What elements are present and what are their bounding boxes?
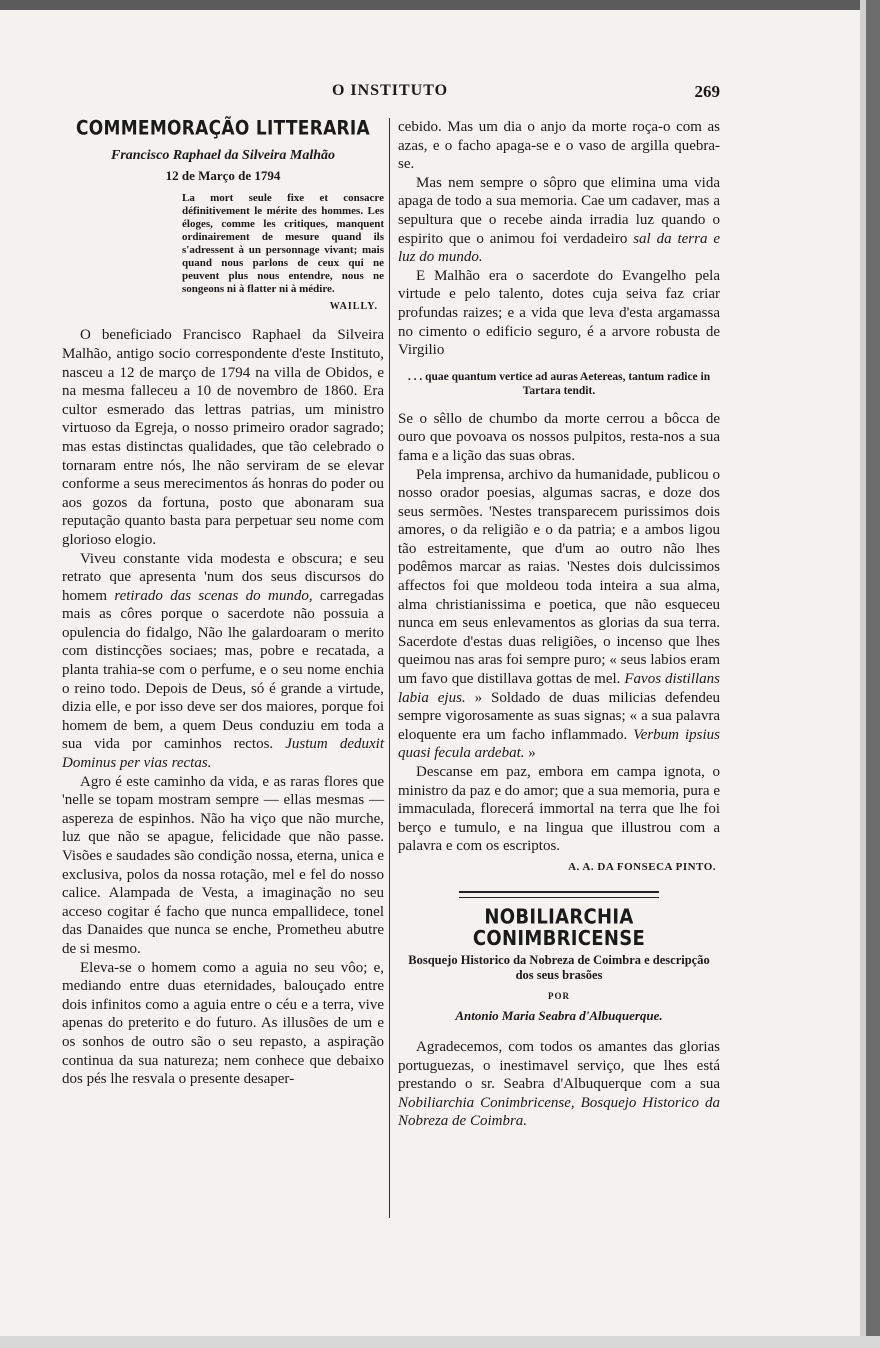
text-run: Viveu constante vida modesta e obscura; e seu retrato que apresenta 'num dos seus discursos do homem xyxy=(62,550,384,604)
by-line-label: POR xyxy=(548,990,570,1001)
dedication-name: Francisco Raphael da Silveira Malhão xyxy=(110,147,336,163)
section-author: Antonio Maria Seabra d'Albuquerque. xyxy=(455,1008,663,1024)
paragraph: E Malhão era o sacerdote do Evangelho pela virtude e pelo talento, dotes cuja seiva faz criar profundas raizes; e a vida que leva d'esta argamassa no cimento o edificio seguro, é a arvore robusta de Virgilio xyxy=(398,267,720,359)
paragraph: Agro é este caminho da vida, e as raras flores que 'nelle se topam mostram sempre — ellas mesmas — aspereza de espinhos. Não ha viço que não murche, luz que não se apague, felicidade que não passe. Visões e saudades são condição nossa, eterna, unica e exclusiva, polos da nossa rotação, mel e fel do nosso calice. Alampada de Vesta, a imaginação no seu acceso cogitar é facho que nunca empallidece, tonel das Danaides que nunca se enche, Prometheu abutre de si mesmo. xyxy=(62,773,384,957)
left-column xyxy=(62,118,384,1089)
italic-run: retirado das scenas do mundo, xyxy=(114,587,313,604)
paragraph: Descanse em paz, embora em campa ignota, o ministro da paz e do amor; que a sua memoria, pura e immaculada, florecerá immortal na terra que lhe foi berço e tumulo, e na lingua que illustrou com a palavra e com os escriptos. xyxy=(398,764,720,855)
paragraph: Se o sêllo de chumbo da morte cerrou a bôcca de ouro que povoava os nossos pulpitos, resta-nos a sua fama e a lição das suas obras. xyxy=(398,410,720,464)
paragraph: O beneficiado Francisco Raphael da Silveira Malhão, antigo socio correspondente d'este Instituto, nasceu a 12 de março de 1794 na villa de Obidos, e na mesma falleceu a 10 de novembro de 1860. Era cultor esmerado das lettras patrias, um ministro virtuoso da Egreja, o nosso primeiro orador sagrado; mas estas distinctas qualidades, que tão celebrado o tornaram entre nós, lhe não serviram de se elevar conforme a seus merecimentos ás honras do poder ou aos gozos da fortuna, posto que abonaram sua reputação quanto basta para perpetuar seu nome com glorioso elogio. xyxy=(62,327,384,548)
page-header xyxy=(60,82,720,104)
article-title: COMMEMORAÇÃO LITTERARIA xyxy=(75,117,371,141)
paragraph: Eleva-se o homem como a aguia no seu vôo; e, mediando entre duas eternidades, balouçado entre dois infinitos como a aguia entre o céu e a terra, vive apenas do preterito e do futuro. As illusões de um e os sonhos de outro são o seu repasto, a aspiração continua da sua natureza; nem conhece que debaixo dos pés lhe resvala o presente desaper- xyxy=(62,959,384,1088)
epigraph: La mort seule fixe et consacre définitivement le mérite des hommes. Les éloges, comme les critiques, manquent ordinairement de mesure quand ils s'adressent à un personnage vivant; mais quand nous parlons de ceux qui ne peuvent plus nous entendre, nous ne songeons ni à flatter ni à médire. xyxy=(182,191,384,295)
paragraph: cebido. Mas um dia o anjo da morte roça-o com as azas, e o facho apaga-se e o vaso de argilla quebra-se. xyxy=(398,119,720,173)
epigraph-author: WAILLY. xyxy=(329,300,378,312)
scan-edge-bottom xyxy=(0,1336,880,1348)
text-run: Agradecemos, com todos os amantes das glorias portuguezas, o inestimavel serviço, que lhes está prestando o sr. Seabra d'Albuquerque com a sua xyxy=(398,1038,720,1093)
signature: A. A. DA FONSECA PINTO. xyxy=(568,860,716,873)
italic-run: Justum deduxit Dominus per vias rectas. xyxy=(62,736,384,772)
text-run: Mas nem sempre o sôpro que elimina uma vida apaga de todo a sua memoria. Cae um cadaver, mas a sepultura que o recebe ainda irradia luz quando o espirito que o animou foi verdadeiro xyxy=(398,174,720,247)
italic-run: Verbum ipsius quasi fecula ardebat. xyxy=(398,726,720,762)
section-rule xyxy=(459,891,659,898)
dedication-date: 12 de Março de 1794 xyxy=(165,168,281,184)
column-divider xyxy=(389,118,390,1218)
paragraph xyxy=(398,174,720,267)
text-run: carregadas mais as côres porque o sacerdote não possuia a opulencia do fidalgo, Não lhe galardoaram o merito com distincções sociaes; mas, pobre e recatada, a planta trahia-se com o perfume, e o seu nome enchia o reino todo. Depois de Deus, só é grande a virtude, dizia elle, e por isso deve ser dos maiores, porque foi homem de bem, a quem Deus conduziu em toda a sua vida por caminhos rectos. xyxy=(62,587,385,753)
italic-run: sal da terra e luz do mundo. xyxy=(398,230,720,266)
scan-edge-right xyxy=(866,0,880,1348)
italic-run: Nobiliarchia Conimbricense, xyxy=(398,1094,575,1111)
text-run: Pela imprensa, archivo da humanidade, publicou o nosso orador poesias, algumas sacras, e doze dos seus sermões. 'Nestes transparecem purissimos dois amores, o da religião e o da patria; e a ambos ligou tão estreitamente, que d'um ao outro não lhes podêmos marcar as raias. 'Nestes dois dulcissimos affectos foi que moldeou toda inteira a sua alma, alma christianissima e poetica, que não esqueceu nunca em seus enlevamentos as glorias da sua terra. Sacerdote d'estas duas religiões, o incenso que lhes queimou nas aras foi sempre puro; « seus labios eram um favo que distillava gottas de mel. xyxy=(398,466,720,688)
paragraph xyxy=(398,1038,720,1131)
text-run: » xyxy=(524,745,536,762)
page-number: 269 xyxy=(694,82,720,101)
section-subtitle: Bosquejo Historico da Nobreza de Coimbra e descripção dos seus brasões xyxy=(408,952,710,982)
section-title: NOBILIARCHIA CONIMBRICENSE xyxy=(472,904,646,951)
latin-quote: . . . quae quantum vertice ad auras Aetereas, tantum radice in Tartara tendit. xyxy=(407,370,711,397)
scan-edge-top xyxy=(0,0,880,10)
text-run: » Soldado de duas milicias defendeu sempre vigorosamente as suas signas; « a sua palavra eloquente era um facho inflammado. xyxy=(398,689,720,743)
right-column xyxy=(398,118,720,1131)
paragraph xyxy=(62,550,384,773)
running-head: O INSTITUTO xyxy=(331,82,449,99)
paragraph xyxy=(398,466,720,764)
italic-run: Favos distillans labia ejus. xyxy=(398,671,720,706)
italic-run: Bosquejo Historico da Nobreza de Coimbra. xyxy=(398,1094,720,1130)
